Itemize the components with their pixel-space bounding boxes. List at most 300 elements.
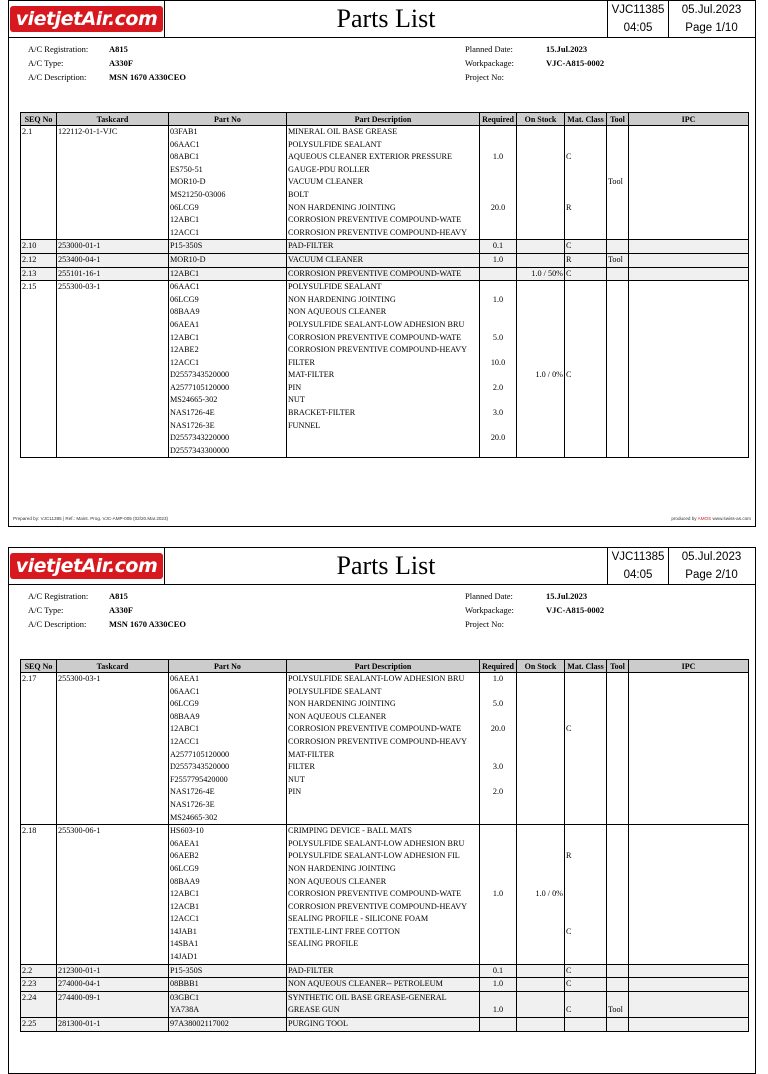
mat-class-cell	[565, 964, 607, 978]
column-header: Tool	[607, 113, 629, 126]
column-header: SEQ No	[21, 113, 57, 126]
column-header: IPC	[629, 660, 749, 673]
required-cell-line	[481, 838, 515, 851]
mat-class-cell-line	[566, 164, 605, 177]
tool-cell-line	[608, 863, 627, 876]
part-desc-cell-line: CORROSION PREVENTIVE COMPOUND-WATE	[288, 724, 462, 734]
aircraft-info	[9, 38, 755, 102]
tool-cell-line: Tool	[608, 1005, 623, 1015]
part-no-cell-line: P15-350S	[170, 241, 203, 251]
tool-cell	[607, 126, 629, 240]
tool-cell-line	[608, 951, 627, 964]
part-no-cell-line: 03FAB1	[170, 127, 198, 136]
part-desc-cell-line: MAT-FILTER	[288, 370, 335, 380]
tool-cell-line	[608, 926, 627, 939]
on-stock-cell-line	[518, 319, 563, 332]
required-cell-line	[481, 812, 515, 825]
tool-cell-line	[608, 913, 627, 926]
ipc-cell	[629, 964, 749, 978]
on-stock-cell	[517, 267, 565, 281]
on-stock-cell-line	[518, 281, 563, 294]
tool-cell-line	[608, 901, 627, 914]
mat-class-cell-line: C	[566, 926, 572, 936]
part-no-cell-line: ES750-51	[170, 164, 203, 174]
part-desc-cell-line: CORROSION PREVENTIVE COMPOUND-HEAVY	[288, 345, 468, 355]
taskcard-cell: 281300-01-1	[57, 1018, 169, 1032]
part-no-cell	[169, 126, 287, 240]
part-no-cell	[169, 281, 287, 458]
required-cell-line: 1.0	[492, 674, 504, 683]
part-no-cell-line: MOR10-D	[170, 254, 206, 264]
mat-class-cell-line	[566, 281, 605, 294]
tool-cell-line	[608, 164, 627, 177]
ipc-cell	[629, 126, 749, 240]
taskcard-cell: 212300-01-1	[57, 964, 169, 978]
on-stock-cell-line	[518, 382, 563, 395]
on-stock-cell-line: 1.0 / 0%	[535, 889, 563, 899]
part-no-cell	[169, 991, 287, 1017]
tool-cell	[607, 673, 629, 825]
mat-class-cell-line	[566, 799, 605, 812]
part-no-cell-line: 06AEA1	[170, 674, 200, 683]
part-no-cell-line: 08BAA9	[170, 876, 200, 886]
part-no-cell-line: 08BAA9	[170, 307, 200, 317]
tool-cell-line	[608, 749, 627, 762]
mat-class-cell-line	[566, 1018, 605, 1031]
ipc-cell	[629, 991, 749, 1017]
mat-class-cell-line	[566, 407, 605, 420]
required-cell-line	[481, 799, 515, 812]
required-cell-line	[481, 876, 515, 889]
tool-cell-line	[608, 774, 627, 787]
required-cell-line: 0.1	[492, 965, 504, 975]
part-desc-cell-line: SYNTHETIC OIL BASE GREASE-GENERAL	[288, 992, 447, 1002]
tool-cell-line: Tool	[608, 177, 623, 187]
mat-class-cell-line	[566, 901, 605, 914]
required-cell	[480, 253, 517, 267]
part-no-cell-line: NAS1726-3E	[170, 799, 215, 809]
taskcard-cell: 255300-03-1	[57, 281, 169, 458]
mat-class-cell-line	[566, 319, 605, 332]
required-cell-line	[481, 686, 515, 699]
mat-class-cell-line	[566, 227, 605, 240]
table-empty-space	[21, 458, 749, 459]
part-no-cell	[169, 253, 287, 267]
table-row	[21, 673, 749, 825]
required-cell-line: 1.0	[492, 979, 504, 989]
part-no-cell-line: 08BBB1	[170, 979, 199, 989]
seq-cell: 2.15	[21, 281, 57, 458]
part-no-cell-line: 06AAC1	[170, 139, 200, 149]
required-cell-line: 3.0	[492, 762, 504, 772]
part-no-cell-line: P15-350S	[170, 965, 203, 975]
part-no-cell-line: 06AEA1	[170, 838, 200, 848]
mat-class-cell-line	[566, 394, 605, 407]
required-cell-line: 1.0	[492, 254, 504, 264]
info-wp: VJC-A815-0002	[546, 605, 605, 615]
required-cell	[480, 240, 517, 254]
part-no-cell-line: 06AEB2	[170, 851, 199, 861]
part-no-cell	[169, 240, 287, 254]
required-cell-line	[481, 850, 515, 863]
tool-cell-line	[608, 673, 627, 686]
mat-class-cell	[565, 673, 607, 825]
mat-class-cell-line	[566, 382, 605, 395]
seq-cell: 2.18	[21, 825, 57, 965]
part-desc-cell-line: VACUUM CLEANER	[288, 254, 364, 264]
required-cell-line	[481, 164, 515, 177]
required-cell-line	[481, 281, 515, 294]
required-cell-line	[481, 268, 515, 281]
seq-cell: 2.1	[21, 126, 57, 240]
table-row	[21, 825, 749, 965]
column-header: Part Description	[287, 660, 480, 673]
on-stock-cell-line	[518, 723, 563, 736]
required-cell-line	[481, 825, 515, 838]
on-stock-cell	[517, 126, 565, 240]
on-stock-cell-line	[518, 774, 563, 787]
table-row	[21, 240, 749, 254]
part-no-cell-line: HS603-10	[170, 826, 204, 836]
on-stock-cell-line	[518, 992, 563, 1005]
required-cell	[480, 673, 517, 825]
part-desc-cell-line: NON HARDENING JOINTING	[288, 202, 396, 212]
mat-class-cell-line	[566, 432, 605, 445]
part-no-cell-line: 12ABC1	[170, 724, 200, 734]
user-ref: VJC11385	[611, 551, 665, 563]
part-no-cell-line: D2557343300000	[170, 445, 230, 455]
part-no-cell-line: 08BAA9	[170, 711, 200, 721]
on-stock-cell-line	[518, 176, 563, 189]
part-desc-cell-line: FILTER	[288, 357, 315, 367]
tool-cell-line	[608, 686, 627, 699]
info-type: A330F	[109, 58, 134, 68]
logo-text: vietjetAir.com	[10, 6, 164, 32]
seq-cell: 2.2	[21, 964, 57, 978]
part-no-cell-line: 12ACC1	[170, 357, 200, 367]
mat-class-cell-line	[566, 736, 605, 749]
on-stock-cell-line	[518, 913, 563, 926]
part-desc-cell-line: MAT-FILTER	[288, 749, 335, 759]
part-desc-cell	[287, 964, 480, 978]
required-cell-line	[481, 736, 515, 749]
on-stock-cell-line	[518, 332, 563, 345]
info-reg: A815	[109, 591, 128, 601]
column-header: IPC	[629, 113, 749, 126]
on-stock-cell-line	[518, 227, 563, 240]
required-cell	[480, 267, 517, 281]
part-desc-cell-line: NON HARDENING JOINTING	[288, 863, 396, 873]
part-desc-cell-line: POLYSULFIDE SEALANT	[288, 139, 382, 149]
on-stock-cell-line	[518, 711, 563, 724]
part-no-cell-line: 14JAD1	[170, 952, 198, 962]
required-cell-line: 2.0	[492, 787, 504, 797]
part-desc-cell-line: NON HARDENING JOINTING	[288, 294, 396, 304]
mat-class-cell-line	[566, 774, 605, 787]
on-stock-cell-line	[518, 1018, 563, 1031]
required-cell-line	[481, 394, 515, 407]
on-stock-cell	[517, 281, 565, 458]
required-cell-line	[481, 926, 515, 939]
mat-class-cell-line: C	[566, 724, 572, 734]
part-desc-cell	[287, 253, 480, 267]
required-cell-line: 1.0	[492, 294, 504, 304]
required-cell-line	[481, 369, 515, 382]
parts-table	[20, 659, 749, 1032]
tool-cell-line	[608, 382, 627, 395]
table-row	[21, 267, 749, 281]
tool-cell-line	[608, 151, 627, 164]
required-cell-line	[481, 445, 515, 458]
footer-produced-label: produced by	[671, 516, 697, 521]
on-stock-cell-line	[518, 151, 563, 164]
part-desc-cell-line: CORROSION PREVENTIVE COMPOUND-WATE	[288, 889, 462, 899]
tool-cell-line: Tool	[608, 254, 623, 264]
mat-class-cell	[565, 825, 607, 965]
on-stock-cell-line	[518, 344, 563, 357]
on-stock-cell-line	[518, 786, 563, 799]
logo-text: vietjetAir.com	[10, 553, 164, 579]
page-title: Parts List	[336, 551, 436, 580]
part-desc-cell-line: CORROSION PREVENTIVE COMPOUND-WATE	[288, 215, 462, 225]
mat-class-cell-line	[566, 825, 605, 838]
required-cell	[480, 991, 517, 1017]
part-desc-cell-line: NON AQUEOUS CLEANER	[288, 876, 387, 886]
part-no-cell-line: 12ACC1	[170, 914, 200, 924]
on-stock-cell-line	[518, 126, 563, 139]
tool-cell-line	[608, 357, 627, 370]
part-no-cell	[169, 978, 287, 992]
print-date: 05.Jul.2023	[681, 4, 742, 16]
part-no-cell-line: MS24665-302	[170, 812, 218, 822]
tool-cell-line	[608, 838, 627, 851]
info-type: A330F	[109, 605, 134, 615]
part-no-cell-line: A2577105120000	[170, 382, 230, 392]
mat-class-cell-line	[566, 673, 605, 686]
parts-table	[20, 112, 749, 458]
ipc-cell	[629, 978, 749, 992]
on-stock-cell-line	[518, 850, 563, 863]
seq-cell: 2.25	[21, 1018, 57, 1032]
part-no-cell	[169, 964, 287, 978]
on-stock-cell-line	[518, 838, 563, 851]
tool-cell-line	[608, 761, 627, 774]
required-cell-line: 5.0	[492, 332, 504, 342]
required-cell-line: 1.0	[492, 1005, 504, 1015]
taskcard-cell: 274400-09-1	[57, 991, 169, 1017]
required-cell-line	[481, 992, 515, 1005]
required-cell-line	[481, 344, 515, 357]
mat-class-cell-line	[566, 445, 605, 458]
part-desc-cell-line: SEALING PROFILE - SILICONE FOAM	[288, 914, 429, 924]
info-proj-label: Project No:	[465, 72, 504, 82]
table-row	[21, 1018, 749, 1032]
on-stock-cell-line	[518, 306, 563, 319]
part-desc-cell	[287, 978, 480, 992]
part-desc-cell-line: NON AQUEOUS CLEANER	[288, 307, 387, 317]
mat-class-cell-line	[566, 711, 605, 724]
tool-cell	[607, 978, 629, 992]
part-no-cell-line: D2557343520000	[170, 762, 230, 772]
on-stock-cell-line	[518, 164, 563, 177]
tool-cell	[607, 825, 629, 965]
mat-class-cell-line: C	[566, 1005, 572, 1015]
mat-class-cell	[565, 1018, 607, 1032]
on-stock-cell	[517, 964, 565, 978]
footer-produced-by	[671, 516, 751, 521]
part-no-cell-line: 06AEA1	[170, 319, 200, 329]
required-cell-line: 20.0	[490, 202, 506, 212]
tool-cell-line	[608, 332, 627, 345]
part-no-cell-line: 12ABC1	[170, 889, 200, 899]
part-no-cell-line: 03GBC1	[170, 992, 200, 1002]
part-desc-cell-line: POLYSULFIDE SEALANT-LOW ADHESION FIL	[288, 851, 460, 861]
on-stock-cell-line	[518, 202, 563, 215]
tool-cell-line	[608, 938, 627, 951]
required-cell	[480, 978, 517, 992]
taskcard-cell: 255300-03-1	[57, 673, 169, 825]
ipc-cell	[629, 673, 749, 825]
info-proj-label: Project No:	[465, 619, 504, 629]
tool-cell-line	[608, 202, 627, 215]
vietjet-logo	[9, 548, 165, 584]
part-no-cell-line: 06AAC1	[170, 282, 200, 292]
taskcard-cell: 255101-16-1	[57, 267, 169, 281]
required-cell-line	[481, 951, 515, 964]
mat-class-cell-line	[566, 786, 605, 799]
tool-cell	[607, 964, 629, 978]
part-desc-cell-line: POLYSULFIDE SEALANT-LOW ADHESION BRU	[288, 674, 465, 683]
required-cell-line	[481, 139, 515, 152]
info-planned-label: Planned Date:	[465, 44, 513, 54]
part-no-cell-line: NAS1726-4E	[170, 787, 215, 797]
on-stock-cell-line	[518, 357, 563, 370]
reference-box	[607, 548, 669, 584]
tool-cell-line	[608, 1018, 627, 1031]
user-ref: VJC11385	[611, 4, 665, 16]
part-no-cell-line: 14SBA1	[170, 939, 199, 949]
part-desc-cell-line: PURGING TOOL	[288, 1019, 348, 1029]
reference-box	[607, 1, 669, 37]
page-title: Parts List	[336, 4, 436, 33]
on-stock-cell-line	[518, 901, 563, 914]
tool-cell-line	[608, 407, 627, 420]
part-desc-cell-line: POLYSULFIDE SEALANT-LOW ADHESION BRU	[288, 838, 465, 848]
part-no-cell-line: A2577105120000	[170, 749, 230, 759]
part-no-cell-line: 12ABC1	[170, 332, 200, 342]
seq-cell: 2.10	[21, 240, 57, 254]
table-row	[21, 281, 749, 458]
on-stock-cell-line	[518, 214, 563, 227]
mat-class-cell-line	[566, 332, 605, 345]
part-no-cell-line: MS21250-03006	[170, 189, 226, 199]
mat-class-cell-line: R	[566, 851, 572, 861]
on-stock-cell-line	[518, 420, 563, 433]
column-header: Required	[480, 660, 517, 673]
part-desc-cell-line: POLYSULFIDE SEALANT	[288, 282, 382, 292]
mat-class-cell-line: C	[566, 152, 572, 162]
part-desc-cell	[287, 240, 480, 254]
on-stock-cell-line	[518, 965, 563, 978]
mat-class-cell-line: C	[566, 241, 572, 251]
on-stock-cell-line	[518, 686, 563, 699]
tool-cell-line	[608, 268, 627, 281]
info-planned: 15.Jul.2023	[546, 44, 588, 54]
on-stock-cell	[517, 253, 565, 267]
on-stock-cell-line	[518, 951, 563, 964]
seq-cell: 2.17	[21, 673, 57, 825]
tool-cell	[607, 991, 629, 1017]
mat-class-cell-line: R	[566, 254, 572, 264]
required-cell-line	[481, 938, 515, 951]
on-stock-cell-line	[518, 863, 563, 876]
mat-class-cell-line	[566, 189, 605, 202]
part-no-cell-line: NAS1726-4E	[170, 408, 215, 418]
mat-class-cell-line	[566, 938, 605, 951]
mat-class-cell-line	[566, 306, 605, 319]
on-stock-cell-line	[518, 825, 563, 838]
seq-cell: 2.12	[21, 253, 57, 267]
on-stock-cell-line	[518, 1004, 563, 1017]
ipc-cell	[629, 253, 749, 267]
tool-cell-line	[608, 369, 627, 382]
mat-class-cell	[565, 991, 607, 1017]
part-desc-cell-line: PIN	[288, 787, 302, 797]
part-desc-cell-line: PIN	[288, 382, 302, 392]
on-stock-cell-line	[518, 698, 563, 711]
page-number: Page 2/10	[685, 569, 738, 581]
page-header	[9, 548, 755, 585]
column-header: Mat. Class	[565, 660, 607, 673]
part-desc-cell-line: GAUGE-PDU ROLLER	[288, 164, 370, 174]
part-desc-cell	[287, 825, 480, 965]
part-no-cell	[169, 267, 287, 281]
tool-cell-line	[608, 825, 627, 838]
part-no-cell	[169, 1018, 287, 1032]
tool-cell-line	[608, 786, 627, 799]
ipc-cell	[629, 825, 749, 965]
parts-list-page	[8, 0, 756, 527]
part-no-cell-line: 06AAC1	[170, 686, 200, 696]
info-reg-label: A/C Registration:	[28, 44, 89, 54]
column-header: Taskcard	[57, 660, 169, 673]
mat-class-cell-line	[566, 812, 605, 825]
tool-cell-line	[608, 294, 627, 307]
required-cell-line: 0.1	[492, 241, 504, 251]
column-header: Mat. Class	[565, 113, 607, 126]
tool-cell-line	[608, 736, 627, 749]
required-cell-line	[481, 319, 515, 332]
part-desc-cell-line: NON HARDENING JOINTING	[288, 699, 396, 709]
page-number: Page 1/10	[685, 22, 738, 34]
tool-cell	[607, 281, 629, 458]
part-desc-cell	[287, 991, 480, 1017]
print-date: 05.Jul.2023	[681, 551, 742, 563]
required-cell-line	[481, 227, 515, 240]
taskcard-cell: 122112-01-1-VJC	[57, 126, 169, 240]
table-header-row	[21, 113, 749, 126]
column-header: Taskcard	[57, 113, 169, 126]
mat-class-cell-line: R	[566, 202, 572, 212]
part-no-cell-line: 12ACC1	[170, 227, 200, 237]
part-desc-cell-line: BOLT	[288, 189, 309, 199]
required-cell-line	[481, 863, 515, 876]
part-desc-cell	[287, 126, 480, 240]
on-stock-cell	[517, 673, 565, 825]
part-desc-cell-line	[288, 432, 478, 445]
tool-cell-line	[608, 319, 627, 332]
part-no-cell-line: D2557343220000	[170, 433, 230, 443]
